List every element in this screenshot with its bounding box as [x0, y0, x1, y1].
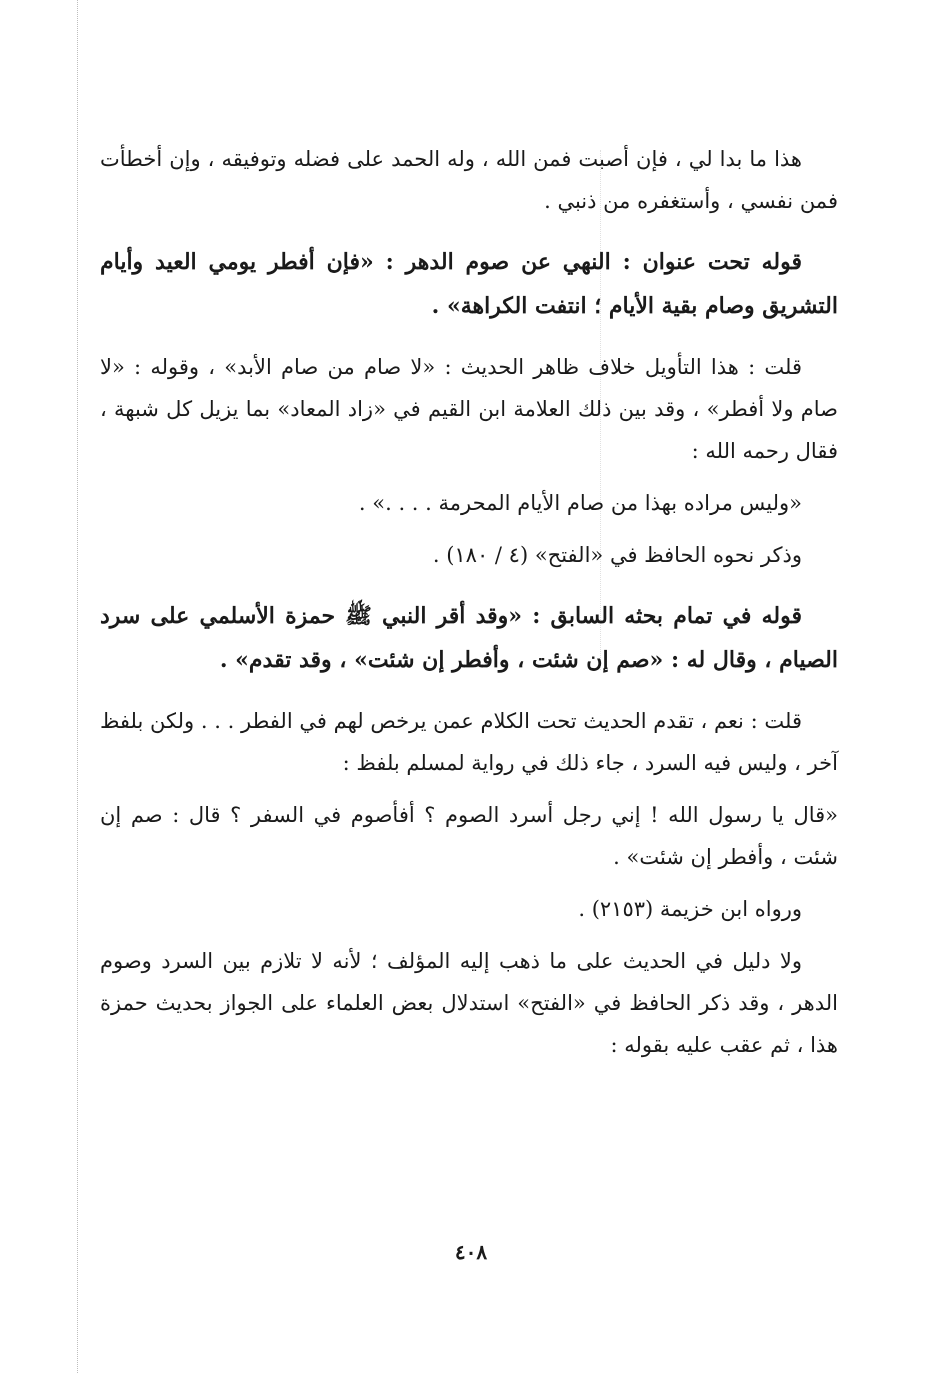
page-body [100, 138, 838, 1066]
paragraph: هذا ما بدا لي ، فإن أصبت فمن الله ، وله الحمد على فضله وتوفيقه ، وإن أخطأت فمن نفسي ، وأستغفره من ذنبي . [100, 147, 838, 213]
scan-artifact-line [77, 0, 79, 1373]
paragraph: قلت : نعم ، تقدم الحديث تحت الكلام عمن يرخص لهم في الفطر . . . ولكن بلفظ آخر ، وليس فيه السرد ، جاء ذلك في رواية لمسلم بلفظ : [100, 709, 838, 775]
quote-line: ورواه ابن خزيمة (٢١٥٣) . [578, 897, 802, 921]
paragraph: قلت : هذا التأويل خلاف ظاهر الحديث : «لا صام من صام الأبد» ، وقوله : «لا صام ولا أفطر» ، وقد بين ذلك العلامة ابن القيم في «زاد المعاد» بما يزيل كل شبهة ، فقال رحمه الله : [100, 355, 838, 463]
page-number: ٤٠٨ [454, 1240, 488, 1264]
paragraph: «قال يا رسول الله ! إني رجل أسرد الصوم ؟ أفأصوم في السفر ؟ قال : صم إن شئت ، وأفطر إن شئت» . [100, 803, 838, 869]
quote-line: «وليس مراده بهذا من صام الأيام المحرمة . . . .» . [358, 491, 802, 515]
paragraph: ولا دليل في الحديث على ما ذهب إليه المؤلف ؛ لأنه لا تلازم بين السرد وصوم الدهر ، وقد ذكر الحافظ في «الفتح» استدلال بعض العلماء على الجواز بحديث حمزة هذا ، ثم عقب عليه بقوله : [100, 949, 838, 1057]
quote-line: وذكر نحوه الحافظ في «الفتح» (٤ / ١٨٠) . [432, 543, 802, 567]
bold-paragraph: قوله تحت عنوان : النهي عن صوم الدهر : «فإن أفطر يومي العيد وأيام التشريق وصام بقية الأيام ؛ انتفت الكراهة» . [100, 249, 838, 319]
bold-paragraph: قوله في تمام بحثه السابق : «وقد أقر النبي ﷺ حمزة الأسلمي على سرد الصيام ، وقال له : «صم إن شئت ، وأفطر إن شئت» ، وقد تقدم» . [100, 603, 838, 673]
